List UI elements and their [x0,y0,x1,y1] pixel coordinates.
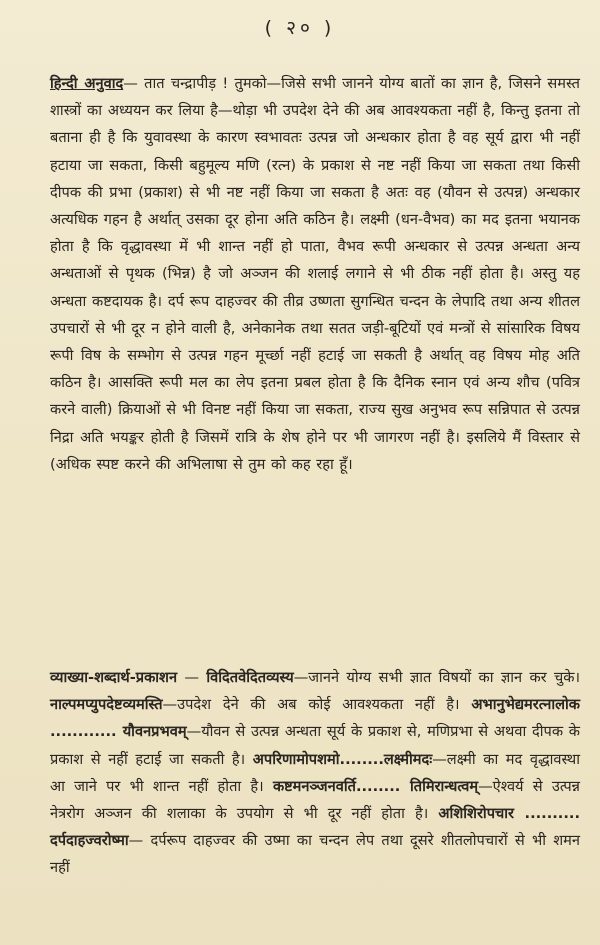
page-number: ( २० ) [264,17,336,39]
commentary-text: — [177,669,207,686]
commentary-label: व्याख्या-शब्दार्थ-प्रकाशन [50,669,178,686]
commentary-text: —ऐश्वर्य से उत्पन्न नेत्ररोग अञ्जन की शलाका के उपयोग से भी दूर नहीं होता है। [50,777,580,823]
commentary-text: —उपदेश देने की अब कोई आवश्यकता नहीं है। [162,696,472,714]
commentary-text: —लक्ष्मी का मद वृद्धावस्था आ जाने पर भी शान्त नहीं होता है। [50,750,581,795]
commentary-text: —जानने योग्य सभी ज्ञात विषयों का ज्ञान कर चुके। [293,669,580,686]
commentary-keyword: विदितवेदितव्यस्य [206,669,294,686]
commentary-text: — दर्परूप दाहज्वर की उष्मा का चन्दन लेप तथा दूसरे शीतलोपचारों से भी शमन नहीं [50,832,580,877]
translation-label: हिन्दी अनुवाद [50,75,124,92]
translation-paragraph [50,70,580,478]
commentary-keyword: अभानुभेद्यमरत्नालोक ............ यौवनप्रभवम् [50,696,580,741]
commentary-keyword: अपरिणामोपशमो........लक्ष्मीमदः [252,750,433,768]
translation-text: — तात चन्द्रापीड़ ! तुमको—जिसे सभी जानने योग्य बातों का ज्ञान है, जिसने समस्त शास्त्रों का अध्ययन कर लिया है—थोड़ा भी उपदेश देने की अब आवश्यकता नहीं है, किन्तु इतना तो बताना ही है कि युवावस्था के कारण स्वभावतः उत्पन्न जो अन्धकार होता है वह सूर्य द्वारा भी नहीं हटाया जा सकता, किसी बहुमूल्य मणि (रत्न) के प्रकाश से नष्ट नहीं किया जा सकता तथा किसी दीपक की प्रभा (प्रकाश) से भी नष्ट नहीं किया जा सकता है अतः वह (यौवन से उत्पन्न) अन्धकार अत्यधिक गहन है अर्थात् उसका दूर होना अति कठिन है। लक्ष्मी (धन-वैभव) का मद इतना भयानक होता है कि वृद्धावस्था में भी शान्त नहीं हो पाता, वैभव रूपी अन्धकार से उत्पन्न अन्धता अन्य अन्धताओं से पृथक (भिन्न) है जो अञ्जन की शलाई लगाने से भी ठीक नहीं होता है। अस्तु यह अन्धता कष्टदायक है। दर्प रूप दाहज्वर की तीव्र उष्णता सुगन्धित चन्दन के लेपादि तथा अन्य शीतल उपचारों से भी दूर न होने वाली है, अनेकानेक तथा सतत जड़ी-बूटियों एवं मन्त्रों से सांसारिक विषय रूपी विष के सम्भोग से उत्पन्न गहन मूर्च्छा नहीं हटाई जा सकती है अर्थात् वह विषय मोह अति कठिन है। आसक्ति रूपी मल का लेप इतना प्रबल होता है कि दैनिक स्नान एवं अन्य शौच (पवित्र करने वाली) क्रियाओं से भी विनष्ट नहीं किया जा सकता, राज्य सुख अनुभव रूप सन्निपात से उत्पन्न निद्रा अति भयङ्कर होती है जिसमें रात्रि के शेष होने पर भी जागरण नहीं है। इसलिये मैं विस्तार से (अधिक स्पष्ट करने की अभिलाषा से तुम को कह रहा हूँ। [50,75,580,473]
commentary-paragraph [50,664,580,882]
commentary-keyword: नाल्पमप्युपदेष्टव्यमस्ति [50,696,163,714]
commentary-keyword: कष्टमनञ्जनवर्ति........ तिमिरान्धत्वम् [272,777,479,795]
commentary-text: —यौवन से उत्पन्न अन्धता सूर्य के प्रकाश से, मणिप्रभा से अथवा दीपक के प्रकाश से नहीं हटाई जा सकती है। [50,723,580,768]
commentary-keyword: अशिशिरोपचार .......... दर्पदाहज्वरोष्मा [50,805,580,850]
